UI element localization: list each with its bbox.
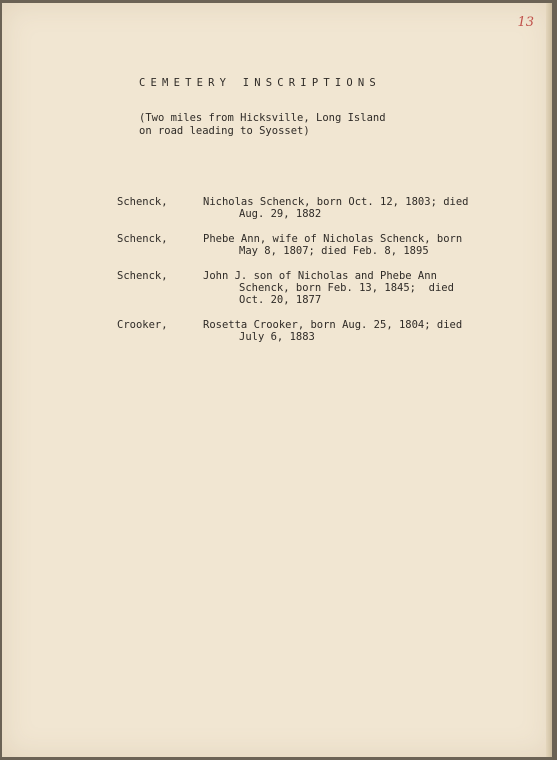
entry-text-line: Rosetta Crooker, born Aug. 25, 1804; died: [203, 319, 463, 331]
entry-text-line: Nicholas Schenck, born Oct. 12, 1803; died: [203, 196, 469, 208]
entry-text-line: John J. son of Nicholas and Phebe Ann: [203, 270, 437, 282]
entry-text-line: Phebe Ann, wife of Nicholas Schenck, born: [203, 233, 463, 245]
location-line-2: on road leading to Syosset): [139, 125, 310, 137]
entry-surname: Schenck,: [117, 270, 168, 282]
document-page: [2, 3, 552, 757]
entry-text-line: Aug. 29, 1882: [239, 208, 322, 220]
entry-surname: Schenck,: [117, 196, 168, 208]
location-line-1: (Two miles from Hicksville, Long Island: [139, 112, 386, 124]
entry-text-line: May 8, 1807; died Feb. 8, 1895: [239, 245, 429, 257]
inscription-list: [117, 196, 537, 356]
page-title: CEMETERY INSCRIPTIONS: [139, 77, 381, 89]
entry-text-line: Schenck, born Feb. 13, 1845; died: [239, 282, 454, 294]
location-note: [139, 112, 386, 138]
entry-text-line: July 6, 1883: [239, 331, 315, 343]
entry-text-line: Oct. 20, 1877: [239, 294, 322, 306]
inscription-entry: [117, 233, 537, 257]
page-edge: [546, 3, 552, 757]
inscription-entry: [117, 270, 537, 306]
inscription-entry: [117, 319, 537, 343]
page-number: 13: [517, 15, 534, 30]
entry-surname: Crooker,: [117, 319, 168, 331]
entry-surname: Schenck,: [117, 233, 168, 245]
inscription-entry: [117, 196, 537, 220]
